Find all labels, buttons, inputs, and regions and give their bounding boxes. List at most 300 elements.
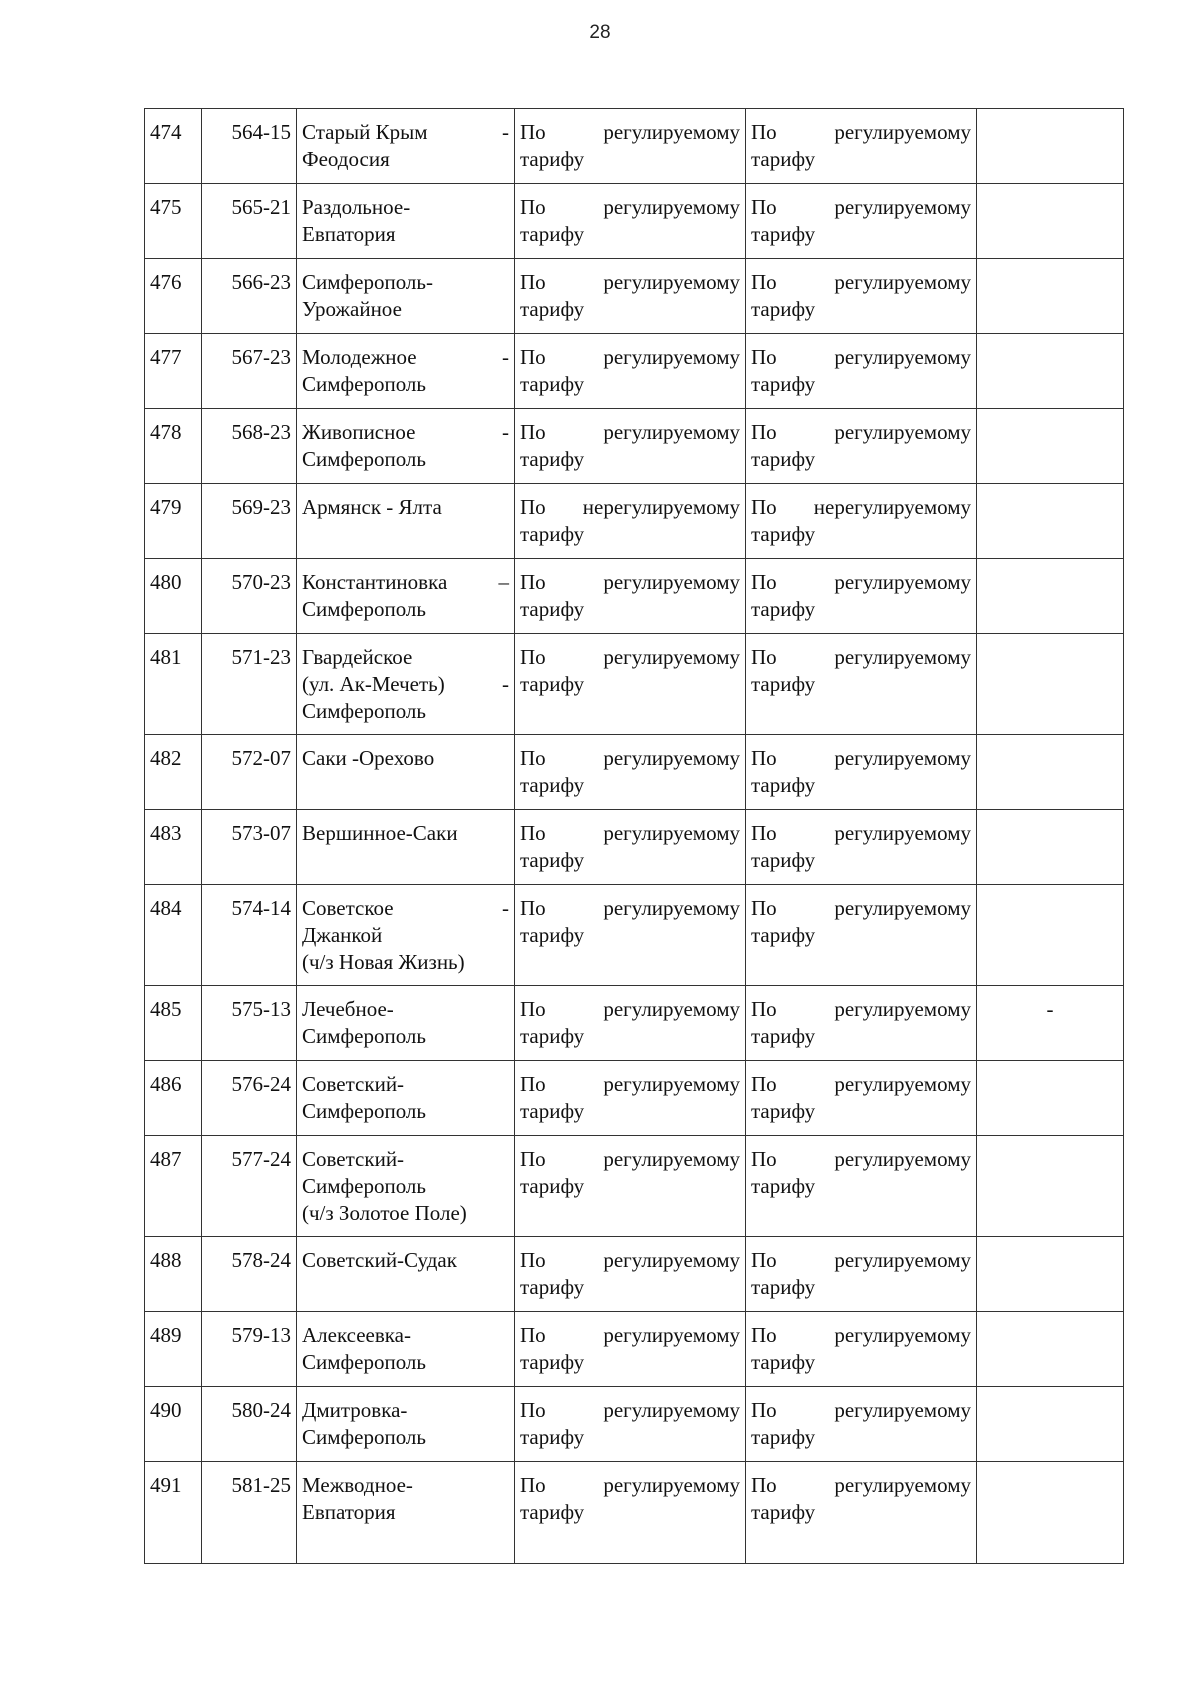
tariff-type-cell <box>515 559 746 634</box>
tariff-text-line <box>751 1071 971 1098</box>
tariff-text-line: тарифу <box>520 297 585 321</box>
route-code: 580-24 <box>231 1398 291 1422</box>
route-name-line: Советский- <box>302 1072 405 1096</box>
tariff-word: По <box>520 1248 546 1272</box>
route-code: 575-13 <box>231 997 291 1021</box>
tariff-word: регулируемому <box>834 120 971 144</box>
route-name-line <box>302 119 509 146</box>
route-name-cell <box>297 334 515 409</box>
tariff-text-line: тарифу <box>751 1425 816 1449</box>
route-name-dash: - <box>502 420 509 444</box>
tariff-word: По <box>520 570 546 594</box>
extra-info-cell <box>977 109 1124 184</box>
extra-info-cell <box>977 484 1124 559</box>
route-name-part: (ул. Ак-Мечеть) <box>302 672 445 696</box>
row-number-cell <box>145 1387 202 1462</box>
tariff-order-cell <box>746 735 977 810</box>
tariff-word: регулируемому <box>603 896 740 920</box>
tariff-text-line <box>751 1472 971 1499</box>
route-name-line: Джанкой <box>302 923 383 947</box>
tariff-word: По <box>520 645 546 669</box>
row-number: 477 <box>150 345 182 369</box>
row-number: 476 <box>150 270 182 294</box>
tariff-word: По <box>520 195 546 219</box>
tariff-word: регулируемому <box>834 345 971 369</box>
route-code-cell <box>202 634 297 735</box>
tariff-order-cell <box>746 184 977 259</box>
row-number-cell <box>145 810 202 885</box>
row-number-cell <box>145 1312 202 1387</box>
route-code: 578-24 <box>231 1248 291 1272</box>
route-name-part: Молодежное <box>302 345 417 369</box>
table-row <box>145 1462 1124 1564</box>
route-code-cell <box>202 810 297 885</box>
route-name-cell <box>297 1136 515 1237</box>
tariff-text-line: тарифу <box>520 597 585 621</box>
tariff-type-cell <box>515 409 746 484</box>
tariff-type-cell <box>515 1136 746 1237</box>
route-name-line: Симферополь <box>302 1024 426 1048</box>
tariff-text-line <box>520 1322 740 1349</box>
route-name-cell <box>297 986 515 1061</box>
tariff-word: регулируемому <box>603 645 740 669</box>
tariff-order-cell <box>746 484 977 559</box>
route-name-line: Алексеевка- <box>302 1323 411 1347</box>
extra-info-cell <box>977 1387 1124 1462</box>
row-number: 478 <box>150 420 182 444</box>
tariff-word: регулируемому <box>603 345 740 369</box>
tariff-text-line <box>520 996 740 1023</box>
tariff-text-line: тарифу <box>520 147 585 171</box>
row-number-cell <box>145 735 202 810</box>
extra-info-cell <box>977 986 1124 1061</box>
route-code-cell <box>202 1061 297 1136</box>
tariff-word: регулируемому <box>603 746 740 770</box>
route-name-line <box>302 419 509 446</box>
route-code-cell <box>202 259 297 334</box>
table-row <box>145 986 1124 1061</box>
row-number: 491 <box>150 1473 182 1497</box>
tariff-text-line <box>751 996 971 1023</box>
tariff-type-cell <box>515 810 746 885</box>
tariff-text-line <box>520 419 740 446</box>
tariff-text-line <box>520 119 740 146</box>
tariff-text-line <box>520 194 740 221</box>
tariff-word: регулируемому <box>603 570 740 594</box>
tariff-order-cell <box>746 634 977 735</box>
route-name-line <box>302 344 509 371</box>
route-name-cell <box>297 1237 515 1312</box>
tariff-text-line <box>751 569 971 596</box>
extra-info-cell <box>977 409 1124 484</box>
row-number: 480 <box>150 570 182 594</box>
tariff-text-line <box>520 1071 740 1098</box>
tariff-text-line <box>520 1397 740 1424</box>
row-number-cell <box>145 986 202 1061</box>
row-number-cell <box>145 484 202 559</box>
route-code-cell <box>202 409 297 484</box>
tariff-word: регулируемому <box>834 420 971 444</box>
tariff-word: регулируемому <box>834 746 971 770</box>
tariff-text-line: тарифу <box>751 672 816 696</box>
tariff-word: По <box>751 270 777 294</box>
route-name-part: Старый Крым <box>302 120 428 144</box>
table-row <box>145 1312 1124 1387</box>
tariff-word: По <box>751 821 777 845</box>
route-code-cell <box>202 1462 297 1564</box>
route-name-line: Евпатория <box>302 1500 396 1524</box>
tariff-word: регулируемому <box>603 270 740 294</box>
route-name-line: Симферополь <box>302 1425 426 1449</box>
tariff-type-cell <box>515 484 746 559</box>
tariff-word: По <box>751 195 777 219</box>
tariff-text-line: тарифу <box>751 1024 816 1048</box>
tariff-word: По <box>751 345 777 369</box>
row-number: 488 <box>150 1248 182 1272</box>
extra-info-cell <box>977 1061 1124 1136</box>
routes-table-body <box>145 109 1124 1564</box>
tariff-word: регулируемому <box>603 1248 740 1272</box>
tariff-type-cell <box>515 1237 746 1312</box>
row-number-cell <box>145 109 202 184</box>
tariff-word: По <box>751 746 777 770</box>
tariff-text-line <box>520 1472 740 1499</box>
row-number: 484 <box>150 896 182 920</box>
route-code: 581-25 <box>231 1473 291 1497</box>
tariff-word: регулируемому <box>603 997 740 1021</box>
row-number-cell <box>145 409 202 484</box>
tariff-order-cell <box>746 1462 977 1564</box>
tariff-text-line <box>751 1146 971 1173</box>
tariff-word: нерегулируемому <box>582 495 740 519</box>
tariff-text-line: тарифу <box>751 1099 816 1123</box>
extra-info-cell <box>977 634 1124 735</box>
row-number: 490 <box>150 1398 182 1422</box>
tariff-text-line <box>751 745 971 772</box>
row-number: 489 <box>150 1323 182 1347</box>
row-number-cell <box>145 334 202 409</box>
row-number-cell <box>145 885 202 986</box>
tariff-word: По <box>520 495 546 519</box>
route-name-line: Гвардейское <box>302 645 413 669</box>
route-name-line: Саки -Орехово <box>302 746 435 770</box>
tariff-order-cell <box>746 109 977 184</box>
route-name-dash: – <box>498 570 509 594</box>
tariff-text-line: тарифу <box>520 1099 585 1123</box>
tariff-word: регулируемому <box>603 1147 740 1171</box>
route-name-cell <box>297 109 515 184</box>
tariff-word: регулируемому <box>834 1398 971 1422</box>
extra-info-cell <box>977 559 1124 634</box>
route-name-cell <box>297 484 515 559</box>
route-code: 573-07 <box>231 821 291 845</box>
table-row <box>145 1136 1124 1237</box>
tariff-word: регулируемому <box>603 1072 740 1096</box>
route-name-line: Вершинное-Саки <box>302 821 458 845</box>
route-name-line <box>302 569 509 596</box>
route-name-line: Межводное- <box>302 1473 413 1497</box>
tariff-word: регулируемому <box>834 821 971 845</box>
tariff-text-line: тарифу <box>520 848 585 872</box>
tariff-order-cell <box>746 259 977 334</box>
tariff-text-line: тарифу <box>520 923 585 947</box>
route-code: 572-07 <box>231 746 291 770</box>
tariff-word: регулируемому <box>834 997 971 1021</box>
tariff-word: регулируемому <box>603 120 740 144</box>
row-number-cell <box>145 1462 202 1564</box>
table-row <box>145 409 1124 484</box>
tariff-text-line <box>520 895 740 922</box>
tariff-text-line: тарифу <box>751 522 816 546</box>
tariff-word: По <box>751 570 777 594</box>
tariff-word: По <box>520 746 546 770</box>
table-row <box>145 259 1124 334</box>
tariff-text-line: тарифу <box>751 222 816 246</box>
tariff-text-line: тарифу <box>520 1350 585 1374</box>
table-row <box>145 885 1124 986</box>
route-name-line: Армянск - Ялта <box>302 495 442 519</box>
route-name-dash: - <box>502 672 509 696</box>
tariff-word: регулируемому <box>834 1072 971 1096</box>
row-number-cell <box>145 1136 202 1237</box>
tariff-text-line <box>520 1146 740 1173</box>
tariff-word: По <box>520 270 546 294</box>
tariff-type-cell <box>515 259 746 334</box>
tariff-text-line <box>751 494 971 521</box>
extra-info-cell <box>977 810 1124 885</box>
tariff-word: регулируемому <box>834 1248 971 1272</box>
route-code: 566-23 <box>231 270 291 294</box>
tariff-word: регулируемому <box>603 1398 740 1422</box>
tariff-word: По <box>751 1473 777 1497</box>
route-name-dash: - <box>502 896 509 920</box>
route-code: 577-24 <box>231 1147 291 1171</box>
table-row <box>145 810 1124 885</box>
tariff-word: регулируемому <box>603 195 740 219</box>
tariff-order-cell <box>746 1237 977 1312</box>
route-name-cell <box>297 885 515 986</box>
table-row <box>145 1387 1124 1462</box>
tariff-word: регулируемому <box>834 896 971 920</box>
tariff-word: регулируемому <box>834 645 971 669</box>
tariff-word: регулируемому <box>834 195 971 219</box>
route-name-line: Дмитровка- <box>302 1398 408 1422</box>
tariff-text-line: тарифу <box>751 1500 816 1524</box>
tariff-word: По <box>520 120 546 144</box>
route-code-cell <box>202 334 297 409</box>
tariff-text-line <box>751 1397 971 1424</box>
tariff-word: регулируемому <box>603 420 740 444</box>
tariff-word: регулируемому <box>603 821 740 845</box>
route-name-line: Раздольное- <box>302 195 411 219</box>
tariff-text-line: тарифу <box>751 297 816 321</box>
tariff-word: По <box>520 997 546 1021</box>
tariff-word: По <box>751 120 777 144</box>
extra-info-cell <box>977 1136 1124 1237</box>
row-number-cell <box>145 1237 202 1312</box>
route-code-cell <box>202 1387 297 1462</box>
tariff-text-line <box>520 269 740 296</box>
tariff-word: По <box>751 495 777 519</box>
page-number: 28 <box>589 22 611 43</box>
route-name-line: Симферополь <box>302 372 426 396</box>
extra-info-cell <box>977 1312 1124 1387</box>
tariff-text-line <box>751 895 971 922</box>
tariff-text-line <box>520 745 740 772</box>
tariff-word: регулируемому <box>834 570 971 594</box>
tariff-order-cell <box>746 1387 977 1462</box>
route-name-line: (ч/з Золотое Поле) <box>302 1201 467 1225</box>
route-name-cell <box>297 259 515 334</box>
route-name-line <box>302 895 509 922</box>
tariff-text-line: тарифу <box>520 222 585 246</box>
route-code-cell <box>202 735 297 810</box>
route-name-line: Симферополь <box>302 1350 426 1374</box>
route-code-cell <box>202 986 297 1061</box>
tariff-type-cell <box>515 1312 746 1387</box>
tariff-text-line <box>520 494 740 521</box>
route-name-cell <box>297 184 515 259</box>
tariff-text-line: тарифу <box>751 597 816 621</box>
row-number-cell <box>145 259 202 334</box>
table-row <box>145 735 1124 810</box>
tariff-order-cell <box>746 810 977 885</box>
tariff-text-line: тарифу <box>520 522 585 546</box>
route-name-line: (ч/з Новая Жизнь) <box>302 950 465 974</box>
tariff-text-line: тарифу <box>520 1425 585 1449</box>
route-code: 568-23 <box>231 420 291 444</box>
table-row <box>145 334 1124 409</box>
tariff-order-cell <box>746 1312 977 1387</box>
tariff-type-cell <box>515 735 746 810</box>
tariff-text-line: тарифу <box>520 447 585 471</box>
route-name-part: Живописное <box>302 420 416 444</box>
row-number: 474 <box>150 120 182 144</box>
extra-info-cell <box>977 885 1124 986</box>
tariff-text-line <box>520 820 740 847</box>
route-code-cell <box>202 1312 297 1387</box>
route-code: 571-23 <box>231 645 291 669</box>
tariff-text-line <box>751 419 971 446</box>
tariff-type-cell <box>515 334 746 409</box>
tariff-text-line: тарифу <box>520 1500 585 1524</box>
route-code: 569-23 <box>231 495 291 519</box>
route-name-cell <box>297 1312 515 1387</box>
route-code-cell <box>202 559 297 634</box>
table-row <box>145 559 1124 634</box>
tariff-word: По <box>751 1323 777 1347</box>
row-number-cell <box>145 559 202 634</box>
route-code-cell <box>202 184 297 259</box>
tariff-word: По <box>520 1323 546 1347</box>
route-code: 567-23 <box>231 345 291 369</box>
tariff-text-line: тарифу <box>520 1024 585 1048</box>
tariff-order-cell <box>746 885 977 986</box>
tariff-type-cell <box>515 986 746 1061</box>
tariff-text-line <box>520 569 740 596</box>
route-name-line: Симферополь <box>302 597 426 621</box>
tariff-text-line: тарифу <box>751 147 816 171</box>
route-name-line: Феодосия <box>302 147 390 171</box>
tariff-text-line <box>520 1247 740 1274</box>
tariff-type-cell <box>515 109 746 184</box>
tariff-word: регулируемому <box>834 1473 971 1497</box>
route-name-cell <box>297 1061 515 1136</box>
tariff-text-line <box>520 344 740 371</box>
table-row <box>145 1061 1124 1136</box>
row-number: 487 <box>150 1147 182 1171</box>
tariff-word: По <box>520 345 546 369</box>
route-code: 565-21 <box>231 195 291 219</box>
route-code: 579-13 <box>231 1323 291 1347</box>
route-code-cell <box>202 1237 297 1312</box>
route-name-cell <box>297 735 515 810</box>
tariff-word: По <box>751 645 777 669</box>
row-number: 483 <box>150 821 182 845</box>
route-name-cell <box>297 559 515 634</box>
tariff-type-cell <box>515 1387 746 1462</box>
tariff-word: По <box>520 1147 546 1171</box>
route-name-line: Симферополь- <box>302 270 433 294</box>
route-name-cell <box>297 810 515 885</box>
tariff-type-cell <box>515 634 746 735</box>
table-row <box>145 484 1124 559</box>
tariff-word: регулируемому <box>834 1147 971 1171</box>
tariff-text-line: тарифу <box>751 1174 816 1198</box>
tariff-text-line <box>751 194 971 221</box>
tariff-text-line <box>751 644 971 671</box>
tariff-type-cell <box>515 885 746 986</box>
route-code-cell <box>202 484 297 559</box>
tariff-text-line <box>751 1322 971 1349</box>
tariff-word: По <box>751 420 777 444</box>
route-name-line: Советский-Судак <box>302 1248 457 1272</box>
route-name-cell <box>297 1462 515 1564</box>
table-row <box>145 1237 1124 1312</box>
extra-info-cell <box>977 259 1124 334</box>
tariff-order-cell <box>746 409 977 484</box>
route-name-dash: - <box>502 120 509 144</box>
row-number-cell <box>145 634 202 735</box>
tariff-text-line <box>751 269 971 296</box>
route-code-cell <box>202 885 297 986</box>
route-name-cell <box>297 1387 515 1462</box>
tariff-type-cell <box>515 1061 746 1136</box>
tariff-word: По <box>751 896 777 920</box>
tariff-text-line: тарифу <box>520 672 585 696</box>
tariff-order-cell <box>746 986 977 1061</box>
row-number: 481 <box>150 645 182 669</box>
route-name-line: Урожайное <box>302 297 402 321</box>
tariff-text-line: тарифу <box>520 1174 585 1198</box>
tariff-word: По <box>520 1072 546 1096</box>
tariff-text-line <box>520 644 740 671</box>
tariff-order-cell <box>746 334 977 409</box>
tariff-type-cell <box>515 184 746 259</box>
tariff-word: По <box>520 420 546 444</box>
route-name-line: Евпатория <box>302 222 396 246</box>
tariff-text-line <box>751 1247 971 1274</box>
tariff-type-cell <box>515 1462 746 1564</box>
route-name-cell <box>297 634 515 735</box>
extra-info-cell <box>977 184 1124 259</box>
tariff-word: По <box>520 896 546 920</box>
tariff-word: По <box>751 1147 777 1171</box>
route-code: 570-23 <box>231 570 291 594</box>
row-number-cell <box>145 1061 202 1136</box>
tariff-order-cell <box>746 559 977 634</box>
tariff-text-line: тарифу <box>751 372 816 396</box>
